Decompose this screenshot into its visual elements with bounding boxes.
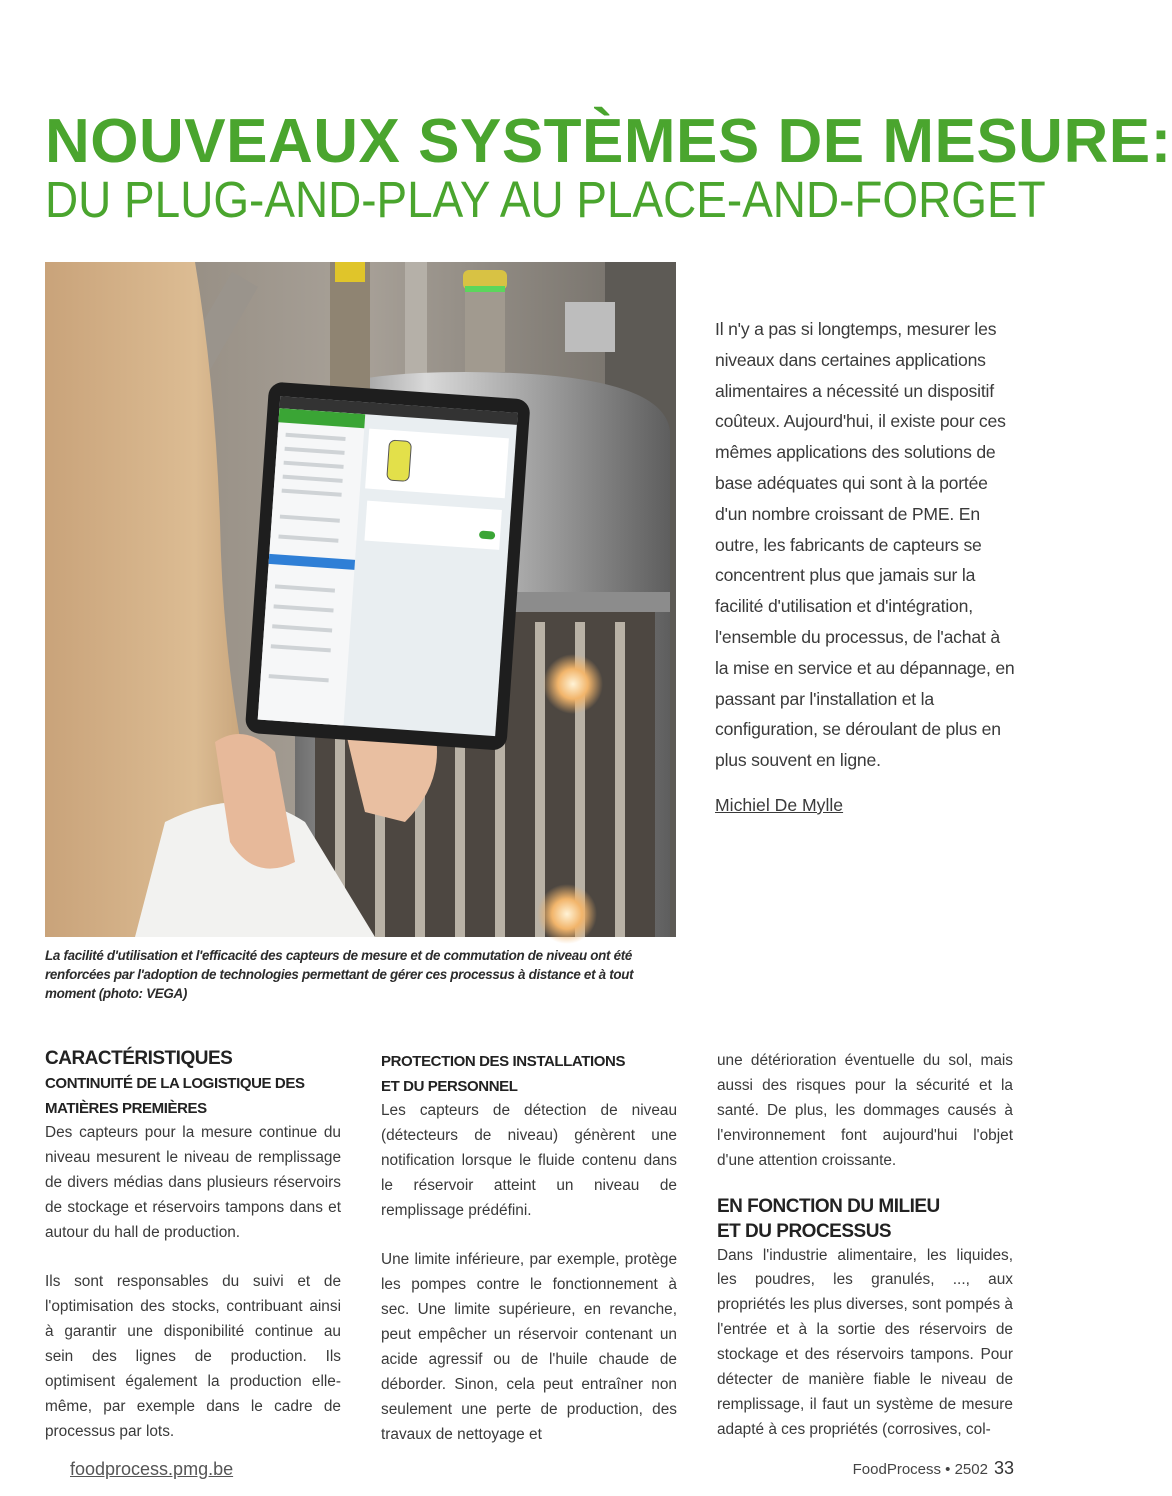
subheading-continuite-line2: MATIÈRES PREMIÈRES (45, 1100, 207, 1117)
tablet-in-factory-photo (45, 262, 676, 937)
column3-paragraph-2: Dans l'industrie alimentaire, les liquides, les poudres, les granulés, ..., aux propriétés les plus diverses, sont pompés à l'entrée et à la sortie des réservoirs de stockage et des réservoirs tampons. Pour détecter de manière fiable le niveau de remplissage, il faut un système de mesure adapté à ces propriétés (corrosives, col- (717, 1246, 1013, 1438)
footer-magazine (853, 1456, 1014, 1482)
article-subtitle: DU PLUG-AND-PLAY AU PLACE-AND-FORGET (45, 171, 1046, 228)
author-link[interactable]: Michiel De Mylle (715, 795, 844, 815)
section-heading-milieu-line1: EN FONCTION DU MILIEU (717, 1195, 940, 1217)
intro-text: Il n'y a pas si longtemps, mesurer les niveaux dans certaines applications alimentaires a nécessité un dispositif coûteux. Aujourd'hui, il existe pour ces mêmes applications des solutions de base adéquates qui sont à la portée d'un nombre croissant de PME. En outre, les fabricants de capteurs se concentrent plus que jamais sur la facilité d'utilisation et d'intégration, l'ensemble du processus, de l'achat à la mise en service et au dépannage, en passant par l'installation et la configuration, se déroulant de plus en plus souvent en ligne. (715, 319, 1015, 771)
section-heading-milieu-line2: ET DU PROCESSUS (717, 1220, 892, 1242)
photo-caption: La facilité d'utilisation et l'efficacité des capteurs de mesure et de commutation de niveau ont été renforcées par l'adoption de technologies permettant de gérer ces processus à distance et à tout moment (photo: VEGA) (45, 948, 634, 1001)
footer-website-link[interactable]: foodprocess.pmg.be (70, 1459, 234, 1479)
column2-paragraph-2: Une limite inférieure, par exemple, protège les pompes contre le fonctionnement à sec. Une limite supérieure, en revanche, peut empêcher un réservoir contenant un acide agressif ou de l'huile chaude de déborder. Sinon, cela peut entraîner non seulement une perte de production, des travaux de nettoyage et (381, 1251, 677, 1443)
section-heading-caracteristiques: CARACTÉRISTIQUES (45, 1048, 233, 1069)
column1-paragraph-2: Ils sont responsables du suivi et de l'optimisation des stocks, contribuant ainsi à garantir une disponibilité continue au sein des lignes de production. Ils optimisent également la production elle-même, par exemple dans le cadre de processus par lots. (45, 1273, 341, 1440)
column3-paragraph-1: une détérioration éventuelle du sol, mais aussi des risques pour la sécurité et la santé. De plus, les dommages causés à l'environnement font aujourd'hui l'objet d'une attention croissante. (717, 1052, 1013, 1169)
article-title: NOUVEAUX SYSTÈMES DE MESURE: (45, 107, 1172, 176)
column-3 (717, 1050, 1013, 1443)
column-2 (381, 1046, 677, 1448)
subheading-protection-line2: ET DU PERSONNEL (381, 1078, 518, 1095)
subheading-protection-line1: PROTECTION DES INSTALLATIONS (381, 1053, 626, 1070)
column-1 (45, 1046, 341, 1445)
magazine-issue: FoodProcess • 2502 (852, 1461, 988, 1478)
page-number: 33 (993, 1458, 1014, 1478)
subheading-continuite-line1: CONTINUITÉ DE LA LOGISTIQUE DES (45, 1075, 305, 1092)
column1-paragraph-1: Des capteurs pour la mesure continue du niveau mesurent le niveau de remplissage de divers médias dans plusieurs réservoirs de stockage et réservoirs tampons dans et autour du hall de production. (45, 1124, 341, 1241)
column2-paragraph-1: Les capteurs de détection de niveau (détecteurs de niveau) génèrent une notification lorsque le fluide contenu dans le réservoir atteint un niveau de remplissage prédéfini. (381, 1102, 677, 1219)
